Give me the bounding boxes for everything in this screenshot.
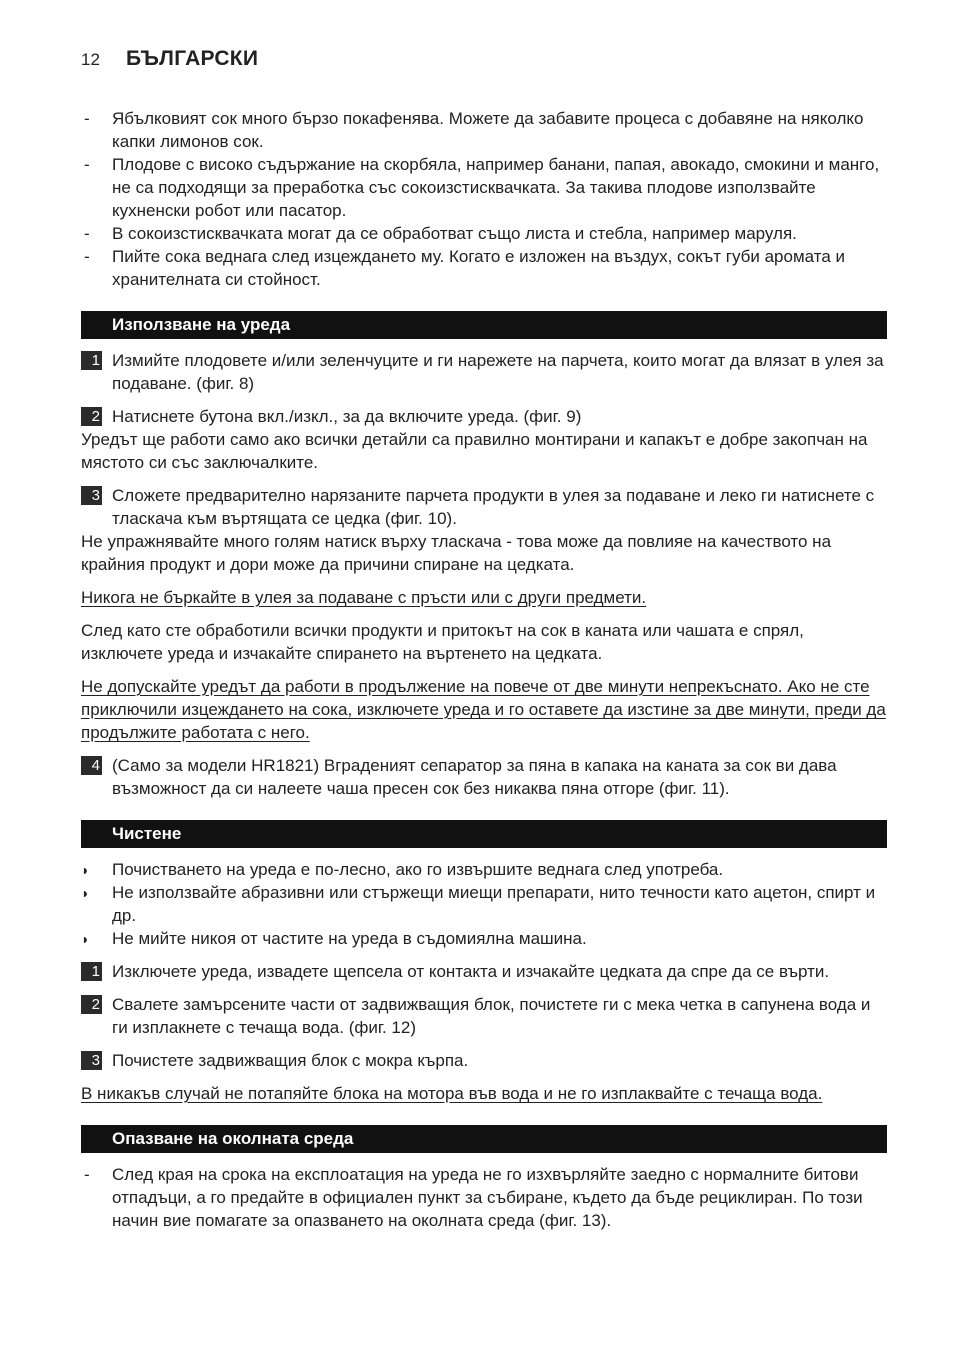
cleaning-bullets (81, 858, 887, 950)
section-heading-cleaning: Чистене (81, 820, 887, 848)
section-heading-usage: Използване на уреда (81, 311, 887, 339)
bullet-text: Не използвайте абразивни или стържещи миещи препарати, нито течности като ацетон, спирт и др. (112, 883, 876, 925)
step-number: 4 (81, 756, 102, 775)
step-number: 1 (81, 351, 102, 370)
warning-text: Никога не бъркайте в улея за подаване с пръсти или с други предмети. (81, 588, 647, 607)
bullet-arrow-icon: ◗ (81, 931, 90, 947)
step-number: 3 (81, 486, 102, 505)
tip-text: Ябълковият сок много бързо покафенява. Можете да забавите процеса с добавяне на няколко капки лимонов сок. (112, 109, 864, 151)
tip-item (81, 107, 887, 153)
page-number: 12 (81, 50, 100, 69)
bullet-text: Почистването на уреда е по-лесно, ако го извършите веднага след употреба. (112, 860, 724, 879)
dash-marker: - (84, 247, 90, 266)
cleaning-step-2 (81, 993, 887, 1039)
bullet-arrow-icon: ◗ (81, 885, 90, 901)
step-number: 2 (81, 995, 102, 1014)
environment-text: След края на срока на експлоатация на уреда не го изхвърляйте заедно с нормалните битови отпадъци, а го предайте в официален пункт за събиране, където да бъде рециклиран. По този начин вие помагате за опазването на околната среда (фиг. 13). (112, 1165, 863, 1230)
cleaning-step-3 (81, 1049, 887, 1072)
step-note: Не упражнявайте много голям натиск върху тласкача - това може да повлияе на качеството на крайния продукт и дори може да причини спиране на цедката. (81, 532, 832, 574)
dash-marker: - (84, 109, 90, 128)
after-use-note: След като сте обработили всички продукти и притокът на сок в каната или чашата е спрял, изключете уреда и изчакайте спирането на въртенето на цедката. (81, 621, 804, 663)
usage-step-1 (81, 349, 887, 395)
cleaning-step-1 (81, 960, 887, 983)
tip-item (81, 245, 887, 291)
tip-item (81, 153, 887, 222)
bullet-item (81, 927, 887, 950)
warning-text: Не допускайте уредът да работи в продължение на повече от две минути непрекъснато. Ако не сте приключили изцеждането на сока, изключете уреда и го оставете да изстине за две минути, преди да продължите работата с него. (81, 677, 886, 742)
bullet-text: Не мийте никоя от частите на уреда в съдомиялна машина. (112, 929, 587, 948)
step-note: Уредът ще работи само ако всички детайли са правилно монтирани и капакът е добре закопчан на мястото си със заключалките. (81, 430, 868, 472)
document-body (81, 107, 887, 1232)
tip-text: Пийте сока веднага след изцеждането му. Когато е изложен на въздух, сокът губи аромата и хранителната си стойност. (112, 247, 846, 289)
usage-step-3 (81, 484, 887, 530)
dash-marker: - (84, 1165, 90, 1184)
step-text: Сложете предварително нарязаните парчета продукти в улея за подаване и леко ги натиснете с тласкача към въртящата се цедка (фиг. 10). (112, 486, 875, 528)
bullet-arrow-icon: ◗ (81, 862, 90, 878)
step-text: Свалете замърсените части от задвижващия блок, почистете ги с мека четка в сапунена вода и ги изплакнете с течаща вода. (фиг. 12) (112, 995, 871, 1037)
step-text: Натиснете бутона вкл./изкл., за да включите уреда. (фиг. 9) (112, 407, 582, 426)
dash-marker: - (84, 155, 90, 174)
tip-text: Плодове с високо съдържание на скорбяла, например банани, папая, авокадо, смокини и манго, не са подходящи за преработка със сокоизстисквачката. За такива плодове използвайте кухненски робот или пасатор. (112, 155, 880, 220)
step-number: 1 (81, 962, 102, 981)
tip-text: В сокоизстисквачката могат да се обработват също листа и стебла, например маруля. (112, 224, 797, 243)
bullet-item (81, 858, 887, 881)
step-number: 2 (81, 407, 102, 426)
step-text: (Само за модели HR1821) Вграденият сепаратор за пяна в капака на каната за сок ви дава възможност да си налеете чаша пресен сок без никаква пяна отгоре (фиг. 11). (112, 756, 837, 798)
step-text: Почистете задвижващия блок с мокра кърпа. (112, 1051, 469, 1070)
step-number: 3 (81, 1051, 102, 1070)
environment-item (81, 1163, 887, 1232)
step-text: Изключете уреда, извадете щепсела от контакта и изчакайте цедката да спре да се върти. (112, 962, 830, 981)
usage-step-2 (81, 405, 887, 428)
usage-step-4 (81, 754, 887, 800)
page-language-heading: БЪЛГАРСКИ (126, 47, 259, 70)
dash-marker: - (84, 224, 90, 243)
tip-item (81, 222, 887, 245)
warning-text: В никакъв случай не потапяйте блока на мотора във вода и не го изплаквайте с течаща вода. (81, 1084, 823, 1103)
tips-list (81, 107, 887, 291)
bullet-item (81, 881, 887, 927)
section-heading-environment: Опазване на околната среда (81, 1125, 887, 1153)
step-text: Измийте плодовете и/или зеленчуците и ги нарежете на парчета, които могат да влязат в улея за подаване. (фиг. 8) (112, 351, 884, 393)
